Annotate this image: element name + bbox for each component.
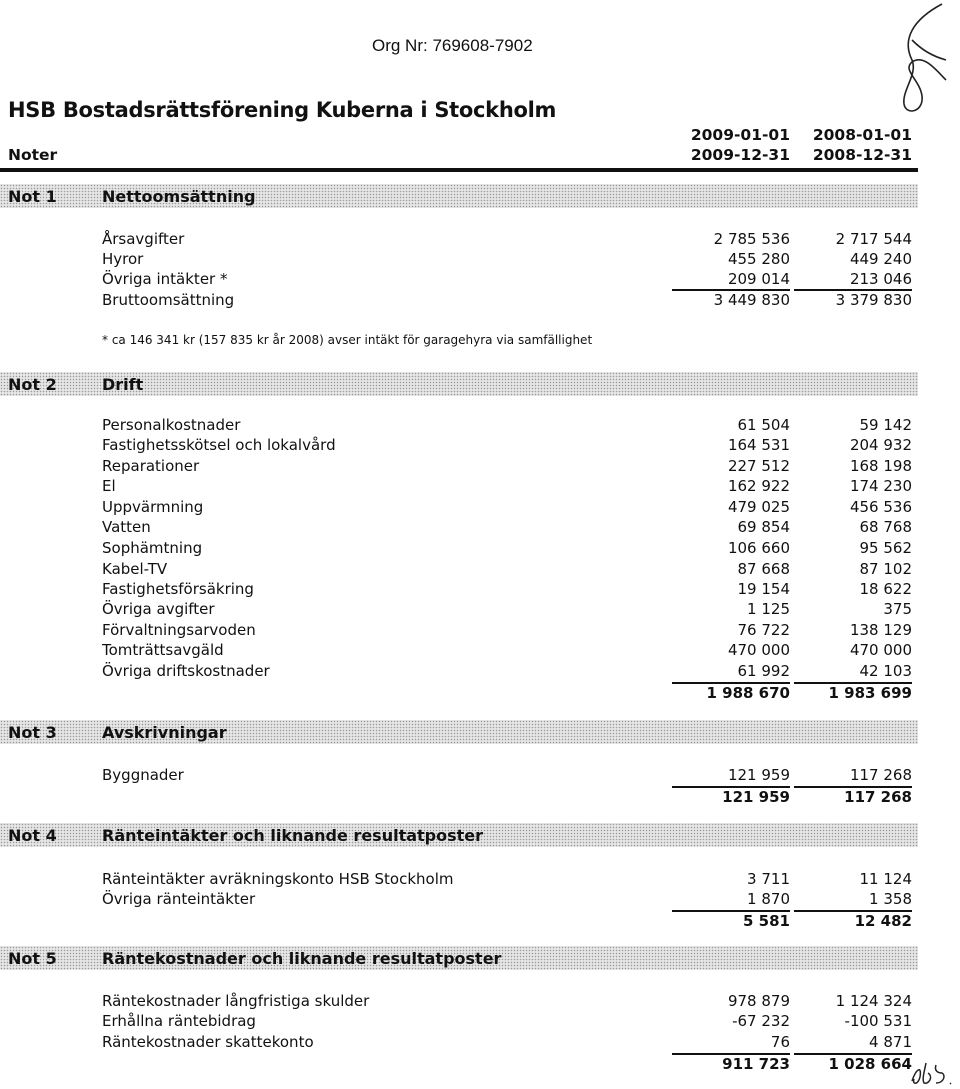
- table-row: [0, 600, 960, 620]
- value-2008: 456 536: [849, 498, 912, 516]
- notes-label: Noter: [8, 146, 58, 164]
- total-2008: 1 983 699: [828, 684, 912, 702]
- row-label: Uppvärmning: [102, 498, 204, 516]
- value-2008: 4 871: [869, 1033, 912, 1051]
- row-label: Hyror: [102, 250, 144, 268]
- row-label: Räntekostnader skattekonto: [102, 1033, 314, 1051]
- total-2008: 12 482: [854, 912, 912, 930]
- table-row: [0, 250, 960, 270]
- association-title: HSB Bostadsrättsförening Kuberna i Stockholm: [8, 98, 557, 122]
- value-2009: -67 232: [732, 1012, 790, 1030]
- note-1-title: Nettoomsättning: [102, 187, 256, 206]
- row-label: El: [102, 477, 116, 495]
- total-row: [0, 684, 960, 704]
- value-2008: 168 198: [849, 457, 912, 475]
- total-2008: 1 028 664: [828, 1055, 912, 1073]
- value-2008: 68 768: [859, 518, 912, 536]
- total-2009: 5 581: [743, 912, 790, 930]
- org-number: Org Nr: 769608-7902: [372, 36, 533, 55]
- value-2008: -100 531: [844, 1012, 912, 1030]
- value-2008: 2 717 544: [835, 230, 912, 248]
- value-2009: 3 711: [747, 870, 790, 888]
- note-2-header: [0, 372, 918, 396]
- table-row: [0, 890, 960, 910]
- value-2009: 121 959: [727, 766, 790, 784]
- value-2008: 87 102: [859, 560, 912, 578]
- period-start-row: [0, 126, 960, 146]
- value-2008: 470 000: [849, 641, 912, 659]
- value-2009: 76 722: [737, 621, 790, 639]
- row-label: Kabel-TV: [102, 560, 168, 578]
- table-row: [0, 621, 960, 641]
- table-row: [0, 641, 960, 661]
- row-label: Fastighetsskötsel och lokalvård: [102, 436, 336, 454]
- value-2008: 42 103: [859, 662, 912, 680]
- col2-to: 2008-12-31: [812, 146, 912, 164]
- note-5-title: Räntekostnader och liknande resultatposter: [102, 949, 502, 968]
- value-2009: 69 854: [737, 518, 790, 536]
- row-label: Byggnader: [102, 766, 184, 784]
- row-label: Sophämtning: [102, 539, 203, 557]
- value-2009: 978 879: [727, 992, 790, 1010]
- value-2009: 3 449 830: [713, 291, 790, 309]
- total-row: [0, 912, 960, 932]
- row-label: Årsavgifter: [102, 230, 185, 248]
- table-row: [0, 1012, 960, 1032]
- value-2009: 87 668: [737, 560, 790, 578]
- value-2008: 11 124: [859, 870, 912, 888]
- table-row: [0, 992, 960, 1012]
- col2-from: 2008-01-01: [812, 126, 912, 144]
- row-label: Vatten: [102, 518, 151, 536]
- value-2009: 479 025: [727, 498, 790, 516]
- value-2009: 19 154: [737, 580, 790, 598]
- value-2009: 164 531: [727, 436, 790, 454]
- total-2009: 911 723: [722, 1055, 790, 1073]
- row-label: Erhållna räntebidrag: [102, 1012, 256, 1030]
- value-2008: 1 358: [869, 890, 912, 908]
- note-4-title: Ränteintäkter och liknande resultatposter: [102, 826, 484, 845]
- value-2009: 1 870: [747, 890, 790, 908]
- total-2008: 117 268: [844, 788, 912, 806]
- table-row: [0, 230, 960, 250]
- total-row: [0, 1055, 960, 1075]
- row-label: Fastighetsförsäkring: [102, 580, 254, 598]
- handwritten-signature: [872, 0, 952, 120]
- total-2009: 1 988 670: [706, 684, 790, 702]
- value-2009: 106 660: [727, 539, 790, 557]
- table-row: [0, 436, 960, 456]
- row-label: Reparationer: [102, 457, 200, 475]
- row-label: Tomträttsavgäld: [102, 641, 224, 659]
- table-row: [0, 291, 960, 311]
- value-2008: 18 622: [859, 580, 912, 598]
- table-row: [0, 580, 960, 600]
- value-2009: 455 280: [727, 250, 790, 268]
- table-row: [0, 766, 960, 786]
- value-2009: 162 922: [727, 477, 790, 495]
- value-2009: 2 785 536: [713, 230, 790, 248]
- value-2008: 213 046: [849, 270, 912, 288]
- note-3-title: Avskrivningar: [102, 723, 227, 742]
- col1-from: 2009-01-01: [690, 126, 790, 144]
- note-3-header: [0, 720, 918, 744]
- value-2008: 204 932: [849, 436, 912, 454]
- row-label: Ränteintäkter avräkningskonto HSB Stockholm: [102, 870, 454, 888]
- row-label: Förvaltningsarvoden: [102, 621, 256, 639]
- note-3-number: Not 3: [8, 723, 57, 742]
- value-2009: 61 992: [737, 662, 790, 680]
- note-4-header: [0, 823, 918, 847]
- note-2-title: Drift: [102, 375, 144, 394]
- table-row: [0, 1033, 960, 1053]
- table-row: [0, 560, 960, 580]
- note-5-header: [0, 946, 918, 970]
- row-label: Övriga driftskostnader: [102, 662, 270, 680]
- row-label: Räntekostnader långfristiga skulder: [102, 992, 370, 1010]
- value-2008: 449 240: [849, 250, 912, 268]
- note-1-header: [0, 184, 918, 208]
- value-2009: 470 000: [727, 641, 790, 659]
- note-2-number: Not 2: [8, 375, 57, 394]
- value-2008: 3 379 830: [835, 291, 912, 309]
- note-4-number: Not 4: [8, 826, 57, 845]
- handwritten-page-initials: [908, 1055, 956, 1089]
- table-row: [0, 270, 960, 290]
- value-2008: 138 129: [849, 621, 912, 639]
- value-2009: 76: [770, 1033, 790, 1051]
- value-2008: 375: [883, 600, 912, 618]
- row-label: Övriga avgifter: [102, 600, 215, 618]
- row-label: Bruttoomsättning: [102, 291, 235, 309]
- value-2009: 227 512: [727, 457, 790, 475]
- table-row: [0, 477, 960, 497]
- value-2008: 95 562: [859, 539, 912, 557]
- total-row: [0, 788, 960, 808]
- table-row: [0, 662, 960, 682]
- value-2009: 209 014: [727, 270, 790, 288]
- row-label: Övriga intäkter *: [102, 270, 228, 288]
- value-2008: 59 142: [859, 416, 912, 434]
- value-2009: 61 504: [737, 416, 790, 434]
- table-row: [0, 457, 960, 477]
- row-label: Personalkostnader: [102, 416, 241, 434]
- value-2009: 1 125: [747, 600, 790, 618]
- value-2008: 1 124 324: [835, 992, 912, 1010]
- note-1-number: Not 1: [8, 187, 57, 206]
- table-row: [0, 416, 960, 436]
- header-rule: [0, 168, 918, 172]
- row-label: Övriga ränteintäkter: [102, 890, 256, 908]
- value-2008: 174 230: [849, 477, 912, 495]
- total-2009: 121 959: [722, 788, 790, 806]
- table-row: [0, 518, 960, 538]
- col1-to: 2009-12-31: [690, 146, 790, 164]
- period-end-row: [0, 146, 960, 166]
- table-row: [0, 539, 960, 559]
- note-1-footnote: * ca 146 341 kr (157 835 kr år 2008) avser intäkt för garagehyra via samfällighet: [102, 333, 593, 347]
- table-row: [0, 498, 960, 518]
- table-row: [0, 870, 960, 890]
- note-5-number: Not 5: [8, 949, 57, 968]
- value-2008: 117 268: [849, 766, 912, 784]
